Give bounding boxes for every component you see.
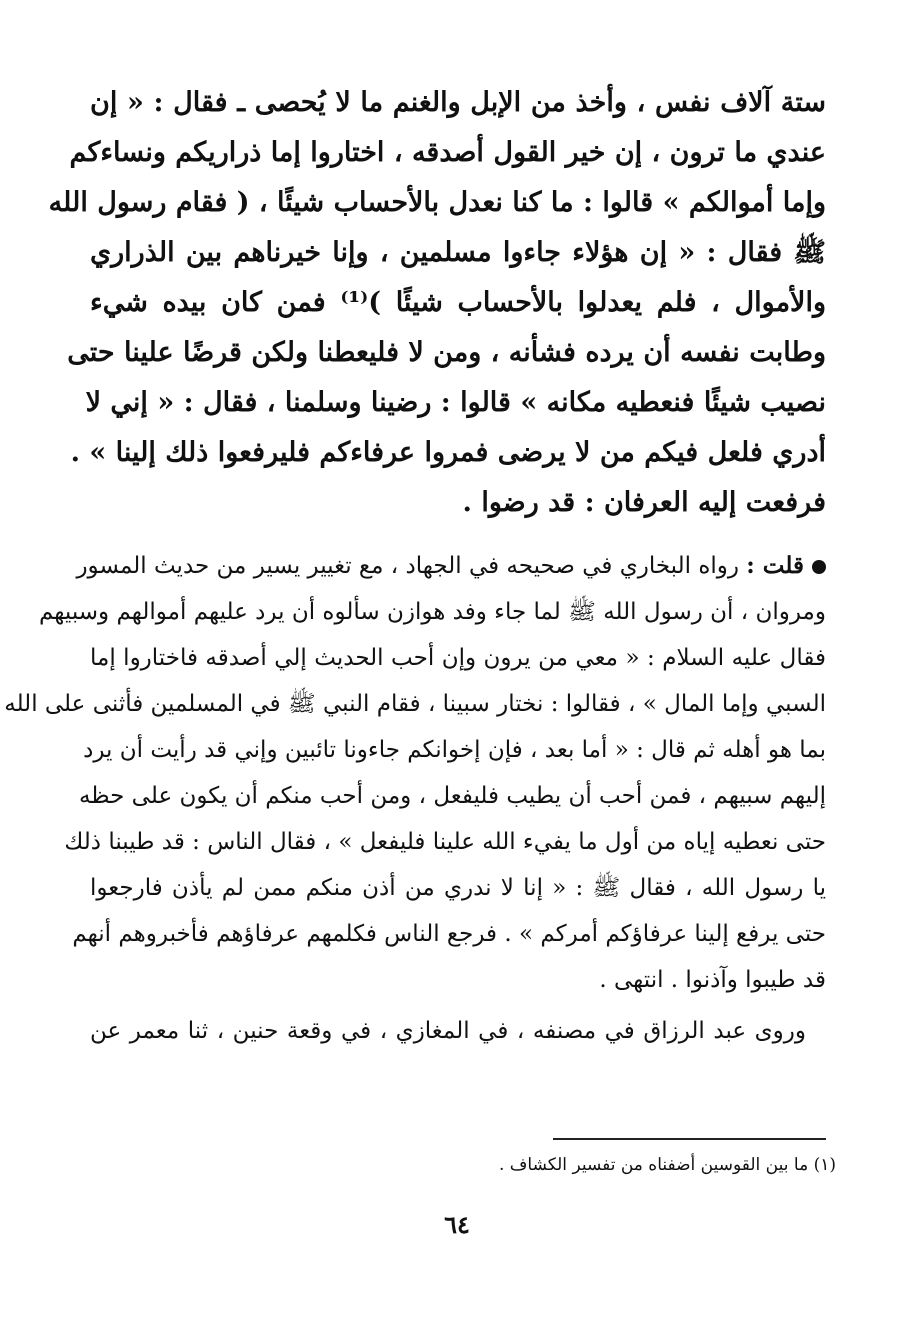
main-text-line: نصيب شيئًا فنعطيه مكانه » قالوا : رضينا وسلمنا ، فقال : « إني لا	[85, 387, 826, 418]
main-text-line: عندي ما ترون ، إن خير القول أصدقه ، اختاروا إما ذراريكم ونساءكم	[69, 137, 826, 168]
note-line: يا رسول الله ، فقال ﷺ : « إنا لا ندري من أذن منكم ممن لم يأذن فارجعوا	[90, 875, 826, 901]
main-text-line: والأموال ، فلم يعدلوا بالأحساب شيئًا )⁽¹⁾ فمن كان بيده شيء	[90, 287, 826, 318]
main-text-line: ﷺ فقال : « إن هؤلاء جاءوا مسلمين ، وإنا خيرناهم بين الذراري	[90, 237, 826, 268]
note-lead: قلت :	[746, 552, 804, 579]
note-first-line-text: رواه البخاري في صحيحه في الجهاد ، مع تغيير يسير من حديث المسور	[76, 553, 739, 579]
note-line: بما هو أهله ثم قال : « أما بعد ، فإن إخوانكم جاءونا تائبين وإني قد رأيت أن يرد	[83, 737, 826, 763]
note-line: فقال عليه السلام : « معي من يرون وإن أحب الحديث إلي أصدقه فاختاروا إما	[90, 645, 826, 671]
bullet-icon	[812, 560, 826, 574]
main-text-line: أدري فلعل فيكم من لا يرضى فمروا عرفاءكم فليرفعوا ذلك إلينا » .	[70, 437, 826, 468]
note-line: قد طيبوا وآذنوا . انتهى .	[599, 967, 826, 993]
note-line: إليهم سبيهم ، فمن أحب أن يطيب فليفعل ، ومن أحب منكم أن يكون على حظه	[78, 783, 826, 809]
note-line: حتى يرفع إلينا عرفاؤكم أمركم » . فرجع الناس فكلمهم عرفاؤهم فأخبروهم أنهم	[72, 921, 826, 947]
footnote: (١) ما بين القوسين أضفناه من تفسير الكشاف .	[498, 1155, 836, 1175]
note-line: حتى نعطيه إياه من أول ما يفيء الله علينا فليفعل » ، فقال الناس : قد طيبنا ذلك	[64, 829, 826, 855]
main-text-line: فرفعت إليه العرفان : قد رضوا .	[462, 487, 826, 518]
note-line: السبي وإما المال » ، فقالوا : نختار سبينا ، فقام النبي ﷺ في المسلمين فأثنى على الله	[4, 691, 826, 717]
main-text-line: وإما أموالكم » قالوا : ما كنا نعدل بالأحساب شيئًا ، ( فقام رسول الله	[48, 187, 826, 218]
main-text-line: وطابت نفسه أن يرده فشأنه ، ومن لا فليعطنا ولكن قرضًا علينا حتى	[67, 337, 826, 368]
main-text-line: ستة آلاف نفس ، وأخذ من الإبل والغنم ما لا يُحصى ـ فقال : « إن	[90, 87, 826, 118]
continuation-line: وروى عبد الرزاق في مصنفه ، في المغازي ، في وقعة حنين ، ثنا معمر عن	[90, 1018, 806, 1044]
footnote-divider	[553, 1138, 826, 1140]
note-line: ومروان ، أن رسول الله ﷺ لما جاء وفد هوازن سألوه أن يرد عليهم أموالهم وسبيهم	[39, 599, 826, 625]
note-first-line	[76, 543, 826, 589]
page-number: ٦٤	[444, 1210, 470, 1239]
